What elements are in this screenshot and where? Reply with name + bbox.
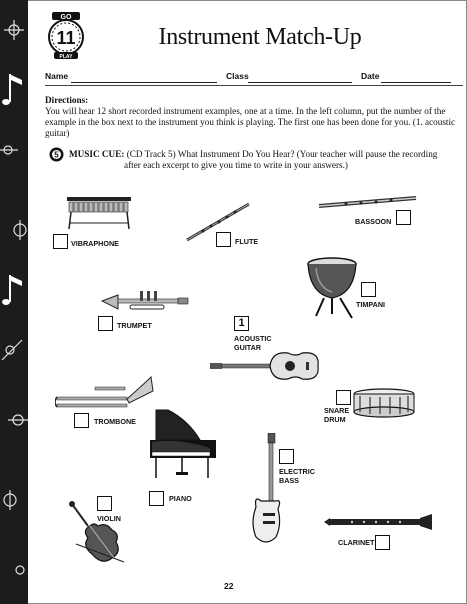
trumpet-label: TRUMPET — [117, 321, 152, 330]
violin-icon — [68, 500, 128, 577]
clarinet-label: CLARINET — [338, 538, 375, 547]
acoustic-guitar-label-line1: ACOUSTIC — [234, 334, 272, 343]
violin-label: VIOLIN — [97, 514, 121, 523]
trombone-answer-box[interactable] — [74, 413, 89, 428]
unit-badge — [46, 10, 86, 62]
trumpet-icon — [100, 287, 192, 320]
trumpet-answer-box[interactable] — [98, 316, 113, 331]
class-label: Class — [226, 71, 249, 81]
class-field[interactable] — [248, 82, 352, 83]
acoustic-guitar-icon — [210, 345, 322, 392]
name-label: Name — [45, 71, 69, 81]
timpani-answer-box[interactable] — [361, 282, 376, 297]
electric-bass-answer-box[interactable] — [279, 449, 294, 464]
music-cue-line2: after each excerpt to give you time to write in your answers.) — [124, 160, 348, 170]
trombone-icon — [55, 373, 155, 416]
piano-answer-box[interactable] — [149, 491, 164, 506]
directions-text: You will hear 12 short recorded instrument examples, one at a time. In the left column, put the number of the example in the box next to the instrument you think is playing. The first one has been done for you. (1. acoustic guitar) — [45, 106, 456, 138]
timpani-icon — [306, 256, 358, 327]
piano-label: PIANO — [169, 494, 192, 503]
page-title: Instrument Match-Up — [158, 24, 362, 50]
timpani-label: TIMPANI — [356, 300, 386, 309]
date-label: Date — [361, 71, 380, 81]
name-field[interactable] — [71, 82, 217, 83]
vibraphone-answer-box[interactable] — [53, 234, 68, 249]
bassoon-label: BASSOON — [355, 217, 392, 226]
cd-track-icon — [49, 147, 64, 162]
decorative-side-band — [0, 0, 28, 604]
snare-drum-label-line2: DRUM — [324, 415, 346, 424]
music-cue — [69, 149, 464, 171]
electric-bass-label — [279, 467, 315, 485]
vibraphone-label: VIBRAPHONE — [71, 239, 119, 248]
page-number: 22 — [224, 581, 234, 591]
clarinet-answer-box[interactable] — [375, 535, 390, 550]
music-cue-label: MUSIC CUE: — [69, 149, 125, 159]
snare-drum-label-line1: SNARE — [324, 406, 350, 415]
snare-drum-answer-box[interactable] — [336, 390, 351, 405]
vibraphone-icon — [65, 193, 133, 236]
bassoon-answer-box[interactable] — [396, 210, 411, 225]
trombone-label: TROMBONE — [94, 417, 136, 426]
svg-text:11: 11 — [56, 28, 76, 48]
acoustic-guitar-label-line2: GUITAR — [234, 343, 262, 352]
svg-text:PLAY: PLAY — [59, 54, 73, 60]
svg-text:5: 5 — [54, 150, 59, 160]
flute-label: FLUTE — [235, 237, 259, 246]
piano-icon — [148, 408, 218, 489]
acoustic-guitar-answer-box[interactable]: 1 — [234, 316, 249, 331]
snare-drum-label — [324, 406, 349, 424]
clarinet-icon — [322, 513, 434, 536]
header-divider — [45, 85, 463, 86]
electric-bass-label-line2: BASS — [279, 476, 299, 485]
date-field[interactable] — [381, 82, 451, 83]
snare-drum-icon — [352, 388, 416, 425]
electric-bass-label-line1: ELECTRIC — [279, 467, 315, 476]
note-pattern-icon — [0, 0, 28, 604]
music-cue-line1: (CD Track 5) What Instrument Do You Hear? (Your teacher will pause the recording — [126, 149, 438, 159]
svg-text:GO: GO — [60, 14, 72, 21]
directions-heading: Directions: — [45, 95, 89, 105]
flute-answer-box[interactable] — [216, 232, 231, 247]
